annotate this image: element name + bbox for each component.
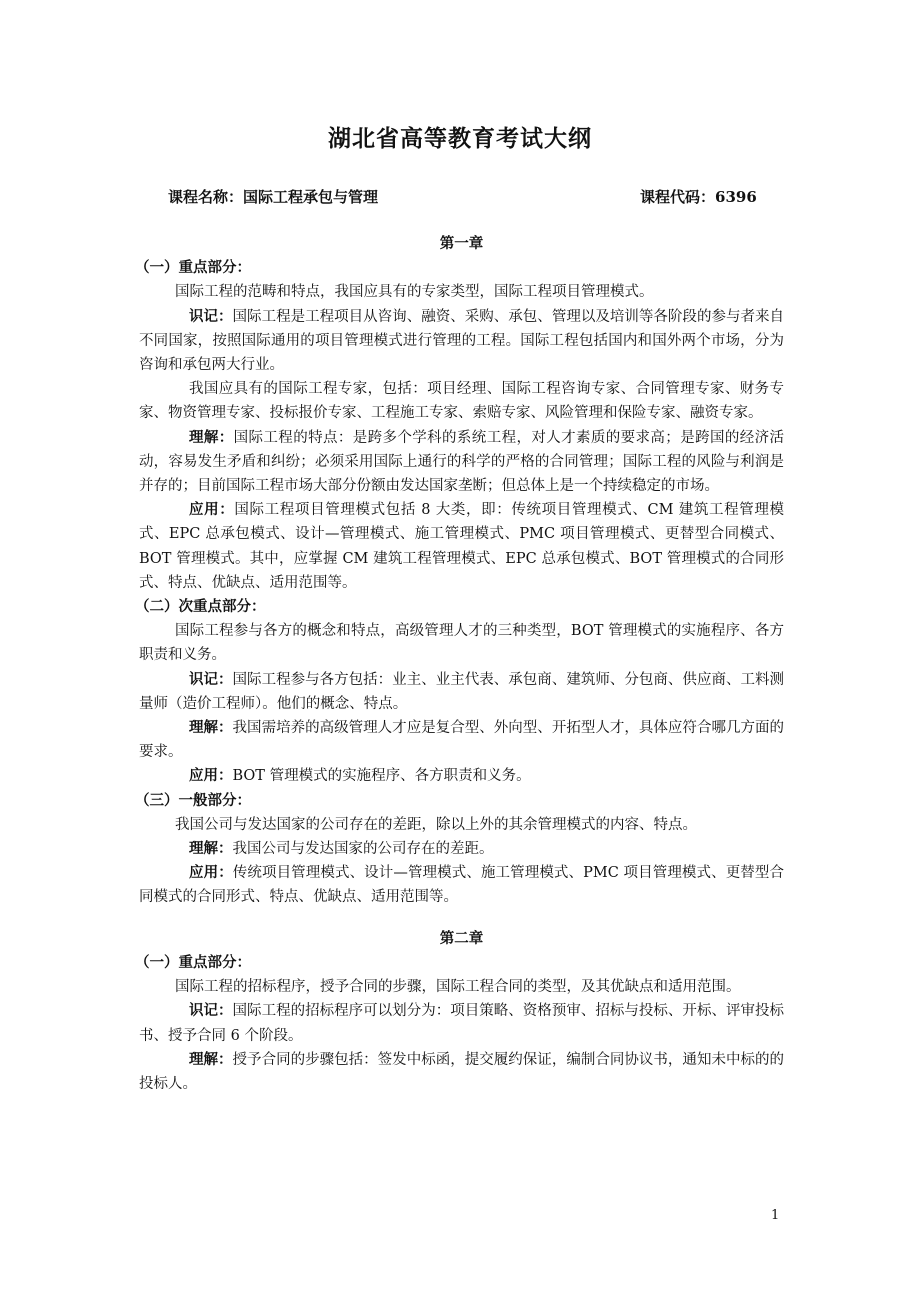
ch1-experts-paragraph: 我国应具有的国际工程专家，包括：项目经理、国际工程咨询专家、合同管理专家、财务专家、物资管理专家、投标报价专家、工程施工专家、索赔专家、风险管理和保险专家、融资专家。: [139, 381, 784, 422]
ch2-section-key-title: （一）重点部分：: [135, 953, 251, 971]
paragraph-text: 国际工程是工程项目从咨询、融资、采购、承包、管理以及培训等各阶段的参与者来自不同国家，按照国际通用的项目管理模式进行管理的工程。国际工程包括国内和国外两个市场，分为咨询和承包两大行业。: [139, 308, 785, 374]
paragraph-text: 国际工程的特点：是跨多个学科的系统工程，对人才素质的要求高；是跨国的经济活动，容易发生矛盾和纠纷；必须采用国际上通行的科学的严格的合同管理；国际工程的风险与利润是并存的；目前国际工程市场大部分份额由发达国家垄断；但总体上是一个持续稳定的市场。: [139, 429, 784, 495]
course-code-group: [640, 186, 757, 207]
memorize-label: 识记：: [189, 670, 233, 688]
ch2-understand-paragraph: [139, 1048, 784, 1096]
ch1-s3-understand-paragraph: [139, 837, 784, 861]
paragraph-text: 国际工程参与各方包括：业主、业主代表、承包商、建筑师、分包商、供应商、工料测量师（造价工程师）。他们的概念、特点。: [139, 671, 785, 712]
ch1-s3-apply-paragraph: [139, 861, 784, 909]
ch1-section-key-title: （一）重点部分：: [135, 259, 251, 277]
ch2-section-key-intro: 国际工程的招标程序，授予合同的步骤，国际工程合同的类型，及其优缺点和适用范围。: [175, 979, 741, 996]
course-name-label: 课程名称：: [168, 188, 244, 206]
ch1-s2-memorize-paragraph: [139, 668, 784, 716]
chapter-2-title: 第二章: [439, 929, 484, 947]
paragraph-text: BOT 管理模式的实施程序、各方职责和义务。: [232, 768, 531, 785]
understand-label: 理解：: [189, 840, 233, 858]
ch1-s2-apply-paragraph: [139, 764, 784, 788]
course-code-label: 课程代码：: [640, 188, 716, 206]
ch1-section-general-intro: 我国公司与发达国家的公司存在的差距，除以上外的其余管理模式的内容、特点。: [175, 816, 697, 833]
memorize-label: 识记：: [189, 1002, 233, 1020]
understand-label: 理解：: [189, 719, 233, 737]
paragraph-text: 我国需培养的高级管理人才应是复合型、外向型、开拓型人才，具体应符合哪几方面的要求。: [139, 720, 785, 761]
apply-label: 应用：: [189, 501, 235, 519]
course-info: [168, 186, 758, 207]
chapter-spacer: [139, 910, 784, 927]
paragraph-text: 国际工程的招标程序可以划分为：项目策略、资格预审、招标与投标、开标、评审投标书、授予合同 6 个阶段。: [139, 1003, 785, 1044]
apply-label: 应用：: [189, 767, 233, 785]
ch1-apply-paragraph: [139, 498, 784, 595]
memorize-label: 识记：: [189, 307, 233, 325]
ch1-s2-understand-paragraph: [139, 716, 784, 764]
document-title: 湖北省高等教育考试大纲: [328, 125, 592, 152]
understand-label: 理解：: [189, 428, 234, 446]
ch1-understand-paragraph: [139, 426, 784, 499]
paragraph-text: 传统项目管理模式、设计—管理模式、施工管理模式、PMC 项目管理模式、更替型合同模式的合同形式、特点、优缺点、适用范围等。: [139, 865, 784, 906]
ch1-memorize-paragraph: [139, 305, 784, 378]
paragraph-text: 我国公司与发达国家的公司存在的差距。: [232, 841, 494, 858]
ch1-section-key-intro: 国际工程的范畴和特点，我国应具有的专家类型，国际工程项目管理模式。: [175, 284, 654, 301]
paragraph-text: 国际工程项目管理模式包括 8 大类，即：传统项目管理模式、CM 建筑工程管理模式、EPC 总承包模式、设计—管理模式、施工管理模式、PMC 项目管理模式、更替型合同模式、BOT 管理模式。其中，应掌握 CM 建筑工程管理模式、EPC 总承包模式、BOT 管理模式的合同形式、特点、优缺点、适用范围等。: [139, 502, 785, 591]
document-body: [135, 232, 785, 1096]
ch1-section-general-title: （三）一般部分：: [135, 791, 251, 809]
course-code: 6396: [715, 188, 757, 206]
ch2-memorize-paragraph: [139, 999, 784, 1047]
paragraph-text: 授予合同的步骤包括：签发中标函，提交履约保证，编制合同协议书，通知未中标的的投标人。: [139, 1051, 785, 1092]
ch1-section-secondary-title: （二）次重点部分：: [135, 598, 266, 616]
apply-label: 应用：: [189, 864, 233, 882]
ch1-section-secondary-intro: 国际工程参与各方的概念和特点，高级管理人才的三种类型，BOT 管理模式的实施程序、各方职责和义务。: [139, 623, 784, 664]
page-number: 1: [771, 1208, 780, 1223]
understand-label: 理解：: [189, 1050, 233, 1068]
chapter-1-title: 第一章: [439, 235, 484, 252]
course-name: 国际工程承包与管理: [243, 188, 379, 206]
